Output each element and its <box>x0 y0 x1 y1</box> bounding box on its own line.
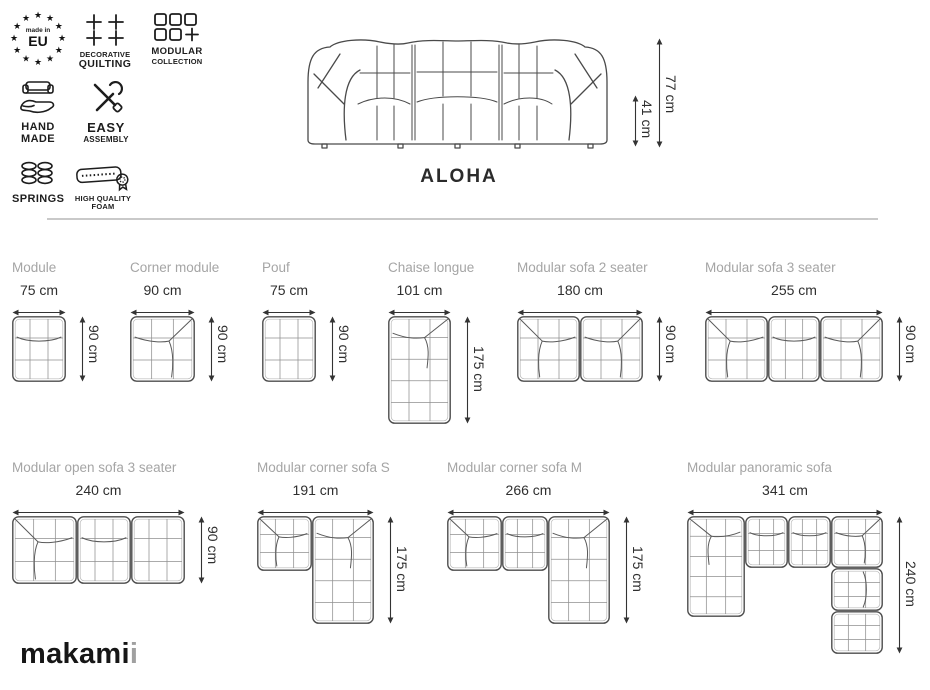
badge-label: MODULAR <box>151 46 203 57</box>
depth-dim-label: 90 cm <box>86 325 102 364</box>
springs-badge <box>12 160 65 205</box>
width-dim-label: 266 cm <box>505 482 552 498</box>
logo-accent: i <box>129 638 139 670</box>
sofa-top-view <box>517 316 643 382</box>
depth-dim-label: 90 cm <box>215 325 231 364</box>
diagram-title: Chaise longue <box>388 260 475 275</box>
foam-icon <box>74 160 132 192</box>
diagram-title: Modular sofa 2 seater <box>517 260 648 275</box>
hero-product <box>300 28 700 198</box>
diagram-title: Modular corner sofa M <box>447 460 583 475</box>
width-dim-label: 101 cm <box>396 282 443 298</box>
svg-text:★: ★ <box>21 13 31 23</box>
sofa-top-view <box>262 316 316 382</box>
sofa-top-view <box>130 316 195 382</box>
width-dim-label: 180 cm <box>557 282 603 298</box>
svg-text:★: ★ <box>33 10 43 20</box>
decorative-quilting-badge: DECORATIVE QUILTING <box>76 12 134 71</box>
width-dim-label: 341 cm <box>762 482 808 498</box>
svg-text:★: ★ <box>13 21 22 31</box>
badge-label: DECORATIVE <box>79 50 131 59</box>
made-in-eu-badge <box>10 10 66 66</box>
svg-text:★: ★ <box>54 45 63 55</box>
seat-height-label: 41 cm <box>639 100 655 139</box>
svg-text:★: ★ <box>13 45 22 55</box>
diagram-title: Corner module <box>130 260 220 275</box>
hand-holding-sofa-icon <box>15 80 61 118</box>
section-divider <box>47 218 878 220</box>
quilting-icon <box>85 12 125 48</box>
depth-dim-label: 90 cm <box>903 325 919 364</box>
modular-collection-badge: MODULAR COLLECTION <box>148 12 206 66</box>
depth-dim-label: 90 cm <box>205 526 221 565</box>
diagram-title: Modular open sofa 3 seater <box>12 460 177 475</box>
total-height-label: 77 cm <box>663 75 679 114</box>
svg-text:★: ★ <box>33 57 43 66</box>
sofa-top-view <box>12 316 66 382</box>
depth-dim-label: 240 cm <box>903 561 919 607</box>
high-quality-foam-badge: HIGH QUALITY FOAM <box>70 160 136 212</box>
easy-assembly-badge: EASY ASSEMBLY <box>78 80 134 145</box>
sofa-top-view <box>388 316 451 424</box>
diagram-title: Modular corner sofa S <box>257 460 390 475</box>
badge-label: EASY <box>87 120 125 135</box>
depth-dim-label: 175 cm <box>471 346 487 392</box>
product-name: ALOHA <box>420 166 498 187</box>
tools-icon <box>86 80 126 118</box>
badge-label: SPRINGS <box>12 193 65 205</box>
svg-text:★: ★ <box>10 33 19 43</box>
brand-logo <box>20 638 138 671</box>
sofa-top-view <box>447 516 610 624</box>
diagram-title: Pouf <box>262 260 290 275</box>
sofa-top-view <box>687 516 883 654</box>
svg-text:★: ★ <box>21 53 31 64</box>
sofa-top-view <box>12 516 185 584</box>
depth-dim-label: 175 cm <box>394 546 410 592</box>
width-dim-label: 255 cm <box>771 282 817 298</box>
width-dim-label: 90 cm <box>143 282 182 298</box>
made-in-label: made in <box>25 27 51 34</box>
svg-text:★: ★ <box>45 53 55 64</box>
depth-dim-label: 90 cm <box>336 325 352 364</box>
width-dim-label: 240 cm <box>75 482 122 498</box>
width-dim-label: 191 cm <box>292 482 339 498</box>
sofa-top-view <box>257 516 374 624</box>
diagram-title: Modular panoramic sofa <box>687 460 832 475</box>
width-dim-label: 75 cm <box>269 282 309 298</box>
svg-text:★: ★ <box>57 33 66 43</box>
svg-text:★: ★ <box>54 21 63 31</box>
modules-grid-icon <box>153 12 201 44</box>
width-dim-label: 75 cm <box>19 282 59 298</box>
sofa-front-view-drawing <box>300 28 618 152</box>
depth-dim-label: 175 cm <box>630 546 646 592</box>
diagram-title: Module <box>12 260 57 275</box>
depth-dim-label: 90 cm <box>663 325 679 364</box>
hand-made-badge: HAND MADE <box>12 80 64 146</box>
badge-label: HIGH QUALITY <box>74 194 132 203</box>
svg-text:★: ★ <box>45 13 55 23</box>
logo-text: makami <box>20 638 130 670</box>
springs-icon <box>19 160 55 190</box>
diagram-title: Modular sofa 3 seater <box>705 260 836 275</box>
badge-label: HAND <box>21 121 55 133</box>
sofa-top-view <box>705 316 883 382</box>
eu-label: EU <box>28 33 48 49</box>
